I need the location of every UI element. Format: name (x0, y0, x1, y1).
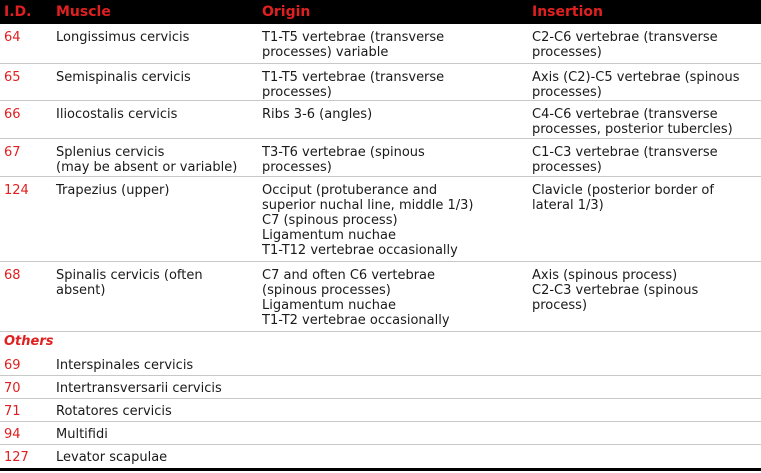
row-muscle: Splenius cervicis (may be absent or variable) (56, 145, 238, 175)
table-row (0, 262, 761, 332)
row-insertion: Clavicle (posterior border of lateral 1/3) (532, 183, 714, 213)
row-origin: Ribs 3-6 (angles) (262, 107, 373, 122)
row-muscle: Iliocostalis cervicis (56, 107, 178, 122)
row-muscle: Levator scapulae (56, 450, 168, 465)
row-muscle: Interspinales cervicis (56, 358, 194, 373)
row-insertion: C4-C6 vertebrae (transverse processes, posterior tubercles) (532, 107, 733, 137)
row-origin: C7 and often C6 vertebrae (spinous processes) Ligamentum nuchae T1-T2 vertebrae occasionally (262, 268, 450, 328)
row-insertion: Axis (C2)-C5 vertebrae (spinous processes) (532, 70, 740, 100)
row-id: 64 (4, 30, 21, 45)
list-item (0, 422, 761, 445)
row-id: 66 (4, 107, 21, 122)
list-item (0, 445, 761, 468)
row-origin: T1-T5 vertebrae (transverse processes) variable (262, 30, 445, 60)
row-muscle: Rotatores cervicis (56, 404, 172, 419)
others-section-label: Others (4, 334, 54, 349)
row-muscle: Spinalis cervicis (often absent) (56, 268, 203, 298)
header-id: I.D. (4, 4, 32, 20)
list-item (0, 399, 761, 422)
row-origin: T1-T5 vertebrae (transverse processes) (262, 70, 445, 100)
row-id: 70 (4, 381, 21, 396)
row-id: 124 (4, 183, 29, 198)
row-insertion: Axis (spinous process) C2-C3 vertebrae (spinous process) (532, 268, 699, 313)
row-id: 65 (4, 70, 21, 85)
list-item (0, 353, 761, 376)
bottom-rule (0, 468, 761, 471)
table-row (0, 101, 761, 139)
header-insertion: Insertion (532, 4, 603, 20)
table-row (0, 24, 761, 64)
table-row (0, 64, 761, 101)
row-id: 69 (4, 358, 21, 373)
row-insertion: C1-C3 vertebrae (transverse processes) (532, 145, 718, 175)
row-muscle: Intertransversarii cervicis (56, 381, 222, 396)
row-id: 68 (4, 268, 21, 283)
table-header (0, 0, 761, 24)
row-origin: Occiput (protuberance and superior nuchal line, middle 1/3) C7 (spinous process) Ligamentum nuchae T1-T12 vertebrae occasionally (262, 183, 474, 258)
row-muscle: Longissimus cervicis (56, 30, 190, 45)
row-insertion: C2-C6 vertebrae (transverse processes) (532, 30, 718, 60)
list-item (0, 376, 761, 399)
header-origin: Origin (262, 4, 311, 20)
row-origin: T3-T6 vertebrae (spinous processes) (262, 145, 425, 175)
row-id: 67 (4, 145, 21, 160)
table-row (0, 139, 761, 177)
row-id: 127 (4, 450, 29, 465)
header-muscle: Muscle (56, 4, 111, 20)
table-row (0, 177, 761, 262)
row-muscle: Semispinalis cervicis (56, 70, 191, 85)
row-id: 94 (4, 427, 21, 442)
row-id: 71 (4, 404, 21, 419)
row-muscle: Trapezius (upper) (56, 183, 170, 198)
row-muscle: Multifidi (56, 427, 108, 442)
